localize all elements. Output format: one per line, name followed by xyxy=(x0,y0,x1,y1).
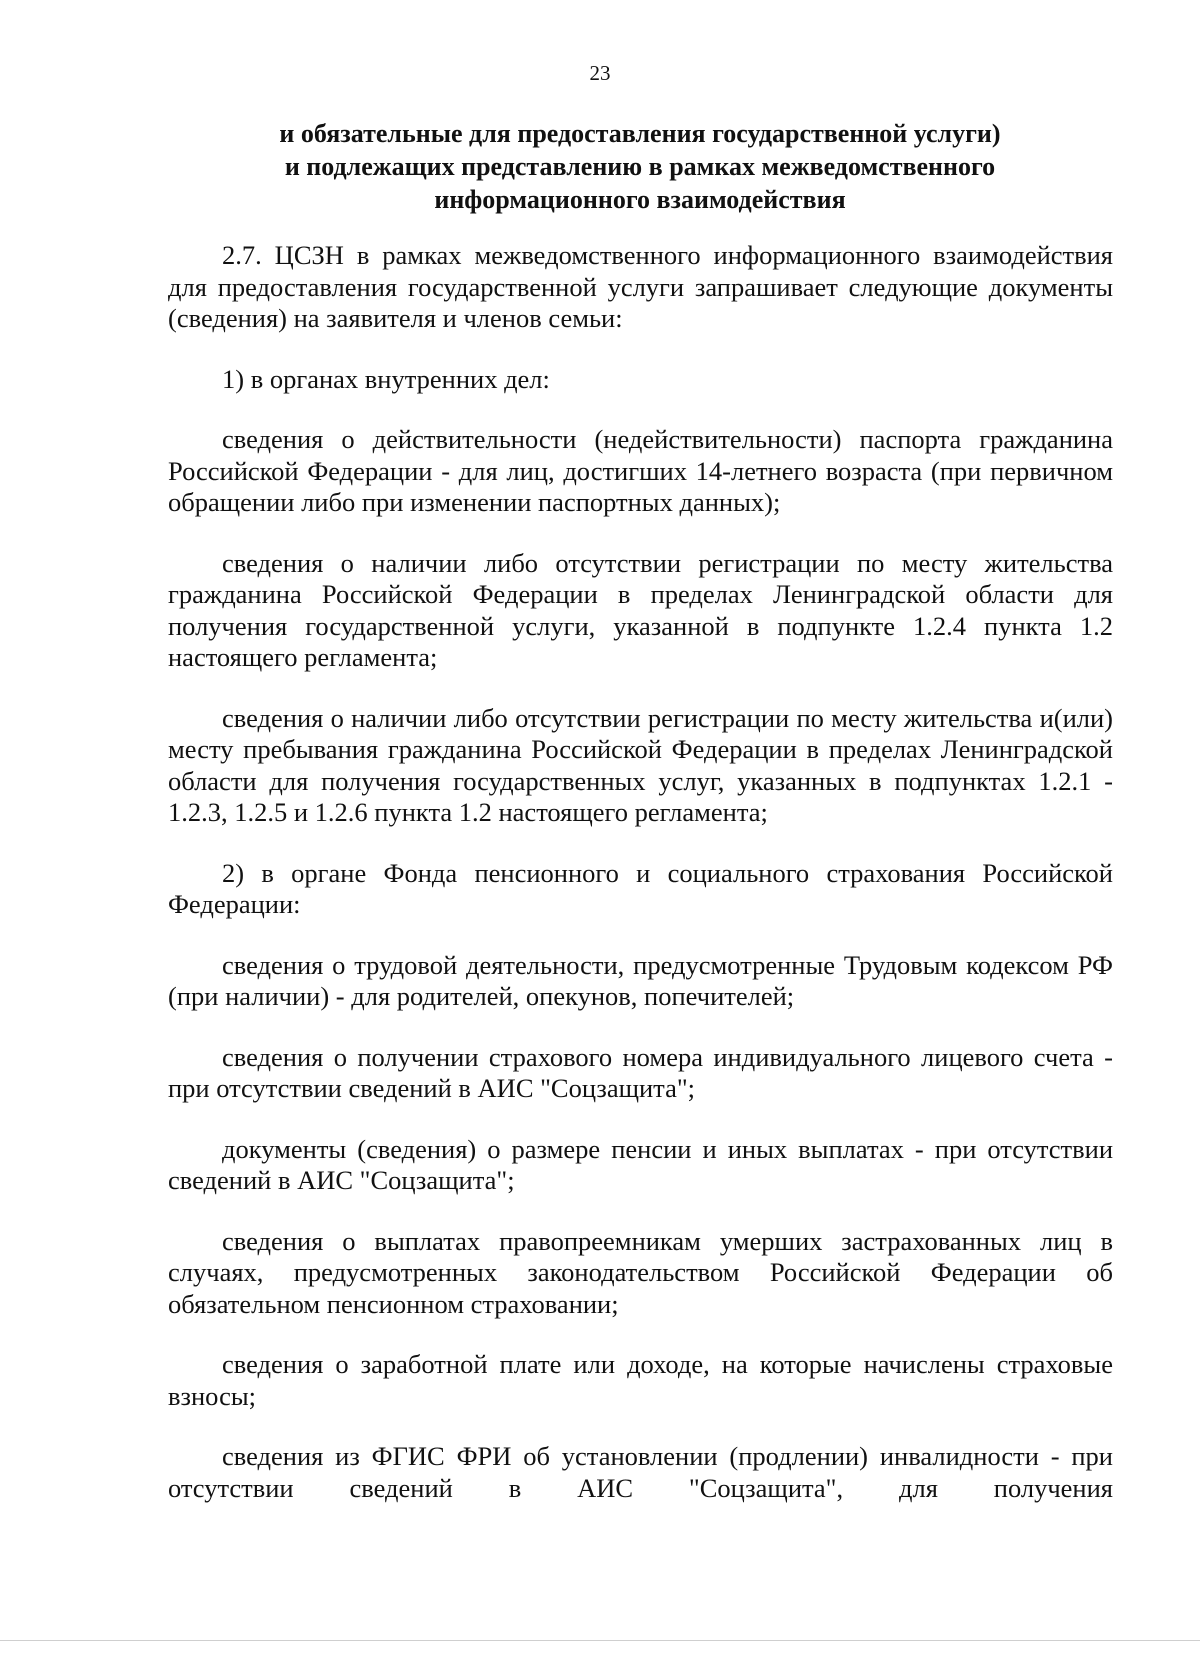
paragraph-2-7: 2.7. ЦСЗН в рамках межведомственного информационного взаимодействия для предоставления государственной услуги запрашивает следующие документы (сведения) на заявителя и членов семьи: xyxy=(168,240,1113,333)
page-number: 23 xyxy=(589,61,611,85)
paragraph-snils: сведения о получении страхового номера индивидуального лицевого счета - при отсутствии сведений в АИС "Соцзащита"; xyxy=(168,1041,1113,1103)
paragraph-salary-income: сведения о заработной плате или доходе, на которые начислены страховые взносы; xyxy=(168,1349,1113,1411)
paragraph-internal-affairs: 1) в органах внутренних дел: xyxy=(222,363,550,394)
heading-line-1: и обязательные для предоставления государственной услуги) xyxy=(279,119,1001,148)
heading-line-3: информационного взаимодействия xyxy=(434,185,846,214)
paragraph-pension-amount: документы (сведения) о размере пенсии и иных выплатах - при отсутствии сведений в АИС "Соцзащита"; xyxy=(168,1133,1113,1195)
paragraph-pension-fund: 2) в органе Фонда пенсионного и социального страхования Российской Федерации: xyxy=(168,857,1113,919)
scan-edge-line xyxy=(0,1640,1200,1641)
section-heading xyxy=(160,117,1120,216)
document-body xyxy=(168,240,1113,1504)
heading-line-2: и подлежащих представлению в рамках межведомственного xyxy=(284,152,996,181)
paragraph-labor-activity: сведения о трудовой деятельности, предусмотренные Трудовым кодексом РФ (при наличии) - для родителей, опекунов, попечителей; xyxy=(168,949,1113,1011)
paragraph-residence-stay-registration: сведения о наличии либо отсутствии регистрации по месту жительства и(или) месту пребывания гражданина Российской Федерации в пределах Ленинградской области для получения государственных услуг, указанных в подпунктах 1.2.1 - 1.2.3, 1.2.5 и 1.2.6 пункта 1.2 настоящего регламента; xyxy=(168,702,1113,827)
paragraph-residence-registration: сведения о наличии либо отсутствии регистрации по месту жительства гражданина Российской Федерации в пределах Ленинградской области для получения государственной услуги, указанной в подпункте 1.2.4 пункта 1.2 настоящего регламента; xyxy=(168,547,1113,672)
paragraph-passport-validity: сведения о действительности (недействительности) паспорта гражданина Российской Федерации - для лиц, достигших 14-летнего возраста (при первичном обращении либо при изменении паспортных данных); xyxy=(168,424,1113,517)
paragraph-disability: сведения из ФГИС ФРИ об установлении (продлении) инвалидности - при отсутствии сведений в АИС "Соцзащита", для получения xyxy=(168,1441,1113,1503)
paragraph-successor-payments: сведения о выплатах правопреемникам умерших застрахованных лиц в случаях, предусмотренных законодательством Российской Федерации об обязательном пенсионном страховании; xyxy=(168,1225,1113,1319)
